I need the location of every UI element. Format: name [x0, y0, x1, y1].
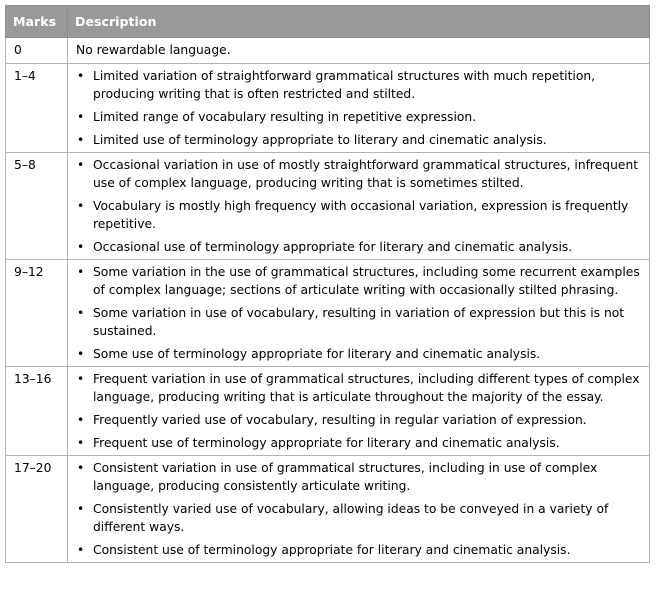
description-cell [68, 260, 650, 367]
criteria-item: • Some variation in the use of grammatical structures, including some recurrent examples of complex language; sections of articulate writing with occasionally stilted phrasing. [76, 263, 643, 299]
criteria-item: • Consistent use of terminology appropriate for literary and cinematic analysis. [76, 541, 643, 559]
table-row [6, 64, 650, 153]
table-row [6, 260, 650, 367]
criteria-item: • Frequent use of terminology appropriate for literary and cinematic analysis. [76, 434, 643, 452]
marks-cell: 5–8 [6, 153, 68, 260]
marks-column-header: Marks [6, 6, 68, 38]
criteria-item: • Frequent variation in use of grammatical structures, including different types of complex language, producing writing that is articulate throughout the majority of the essay. [76, 370, 643, 406]
table-row [6, 153, 650, 260]
table-row [6, 456, 650, 563]
description-cell [68, 367, 650, 456]
criteria-list [76, 459, 643, 559]
table-row [6, 38, 650, 64]
table-row [6, 367, 650, 456]
criteria-item: • Limited range of vocabulary resulting in repetitive expression. [76, 108, 643, 126]
description-cell: No rewardable language. [68, 38, 650, 64]
marks-cell: 9–12 [6, 260, 68, 367]
marks-cell: 1–4 [6, 64, 68, 153]
table-header-row [6, 6, 650, 38]
description-column-header: Description [68, 6, 650, 38]
criteria-item: • Limited variation of straightforward grammatical structures with much repetition, producing writing that is often restricted and stilted. [76, 67, 643, 103]
marks-cell: 0 [6, 38, 68, 64]
criteria-list [76, 156, 643, 256]
marks-cell: 17–20 [6, 456, 68, 563]
criteria-item: • Occasional variation in use of mostly straightforward grammatical structures, infrequent use of complex language, producing writing that is sometimes stilted. [76, 156, 643, 192]
criteria-item: • Consistently varied use of vocabulary, allowing ideas to be conveyed in a variety of different ways. [76, 500, 643, 536]
criteria-item: • Consistent variation in use of grammatical structures, including in use of complex language, producing consistently articulate writing. [76, 459, 643, 495]
marks-cell: 13–16 [6, 367, 68, 456]
criteria-list [76, 263, 643, 363]
rubric-container [5, 5, 649, 563]
criteria-list [76, 67, 643, 149]
description-cell [68, 153, 650, 260]
criteria-item: • Some variation in use of vocabulary, resulting in variation of expression but this is not sustained. [76, 304, 643, 340]
description-cell [68, 64, 650, 153]
criteria-item: • Limited use of terminology appropriate to literary and cinematic analysis. [76, 131, 643, 149]
marking-rubric-table [5, 5, 650, 563]
criteria-item: • Vocabulary is mostly high frequency with occasional variation, expression is frequently repetitive. [76, 197, 643, 233]
criteria-list [76, 370, 643, 452]
criteria-item: • Frequently varied use of vocabulary, resulting in regular variation of expression. [76, 411, 643, 429]
criteria-item: • Some use of terminology appropriate for literary and cinematic analysis. [76, 345, 643, 363]
description-cell [68, 456, 650, 563]
criteria-item: • Occasional use of terminology appropriate for literary and cinematic analysis. [76, 238, 643, 256]
